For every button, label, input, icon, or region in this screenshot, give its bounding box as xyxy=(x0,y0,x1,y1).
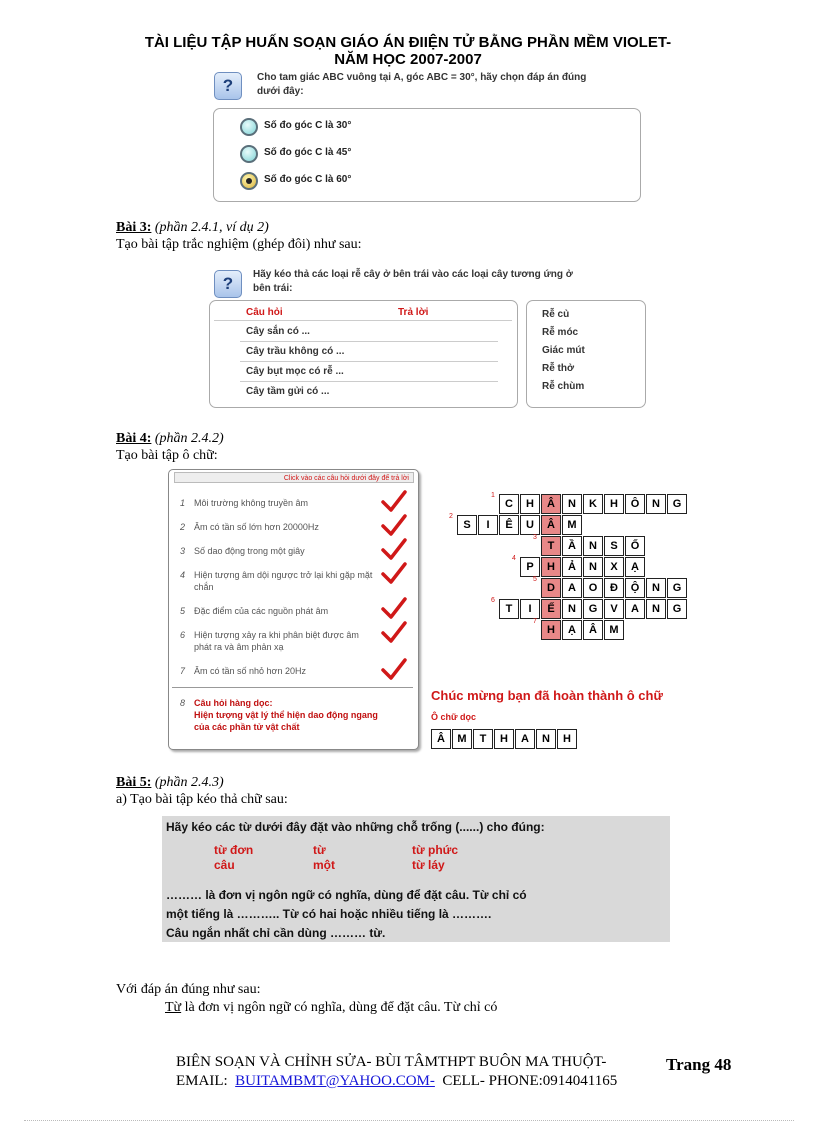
crossword-cell[interactable]: G xyxy=(667,599,687,619)
crossword-cell[interactable]: P xyxy=(520,557,540,577)
crossword-key-cell[interactable]: Â xyxy=(541,515,561,535)
q1-text-line1: Cho tam giác ABC vuông tại A, góc ABC = 30°, hãy chọn đáp án đúng xyxy=(257,72,587,83)
row-number: 2 xyxy=(449,513,453,520)
crossword-cell[interactable]: Đ xyxy=(604,578,624,598)
vertical-word-cell: M xyxy=(452,729,472,749)
bai4-label: Bài 4: xyxy=(116,431,152,446)
match-question-2: Cây trầu không có ... xyxy=(246,346,345,357)
crossword-cell[interactable]: Ầ xyxy=(562,536,582,556)
crossword-key-cell[interactable]: H xyxy=(541,620,561,640)
row-number: 7 xyxy=(533,618,537,625)
vertical-clue-text: Hiện tượng vật lý thể hiện dao động ngang của các phần tử vật chất xyxy=(194,710,378,732)
congrats-message: Chúc mừng bạn đã hoàn thành ô chữ xyxy=(431,688,663,703)
page-bottom-rule xyxy=(24,1120,794,1121)
answer-chip-4[interactable]: Rễ thở xyxy=(542,363,575,374)
page-number: Trang 48 xyxy=(666,1055,732,1074)
radio-option-2[interactable] xyxy=(240,145,258,163)
row-number: 1 xyxy=(491,492,495,499)
crossword-cell[interactable]: O xyxy=(583,578,603,598)
crossword-key-cell[interactable]: Â xyxy=(541,494,561,514)
crossword-cell[interactable]: Ê xyxy=(499,515,519,535)
vertical-word-cell: Â xyxy=(431,729,451,749)
vertical-word-cell: A xyxy=(515,729,535,749)
bai5-sub-a: a) Tạo bài tập kéo thả chữ sau: xyxy=(116,792,288,807)
crossword-cell[interactable]: A xyxy=(625,599,645,619)
crossword-cell[interactable]: N xyxy=(583,557,603,577)
clue-number: 5 xyxy=(180,606,186,616)
crossword-cell[interactable]: S xyxy=(457,515,477,535)
crossword-cell[interactable]: I xyxy=(520,599,540,619)
bai3-heading xyxy=(116,220,269,236)
drag-text-panel xyxy=(162,816,670,942)
bai3-prompt-line1: Hãy kéo thả các loại rễ cây ở bên trái vào các loại cây tương ứng ở xyxy=(253,269,573,280)
question-icon: ? xyxy=(214,270,242,298)
drag-word-5[interactable]: một xyxy=(313,858,335,872)
crossword-cell[interactable]: C xyxy=(499,494,519,514)
clue-item[interactable]: Hiện tượng âm dội ngược trở lại khi gặp mặt chắn xyxy=(194,570,373,592)
answer-chip-5[interactable]: Rễ chùm xyxy=(542,381,585,392)
crossword-key-cell[interactable]: Ế xyxy=(541,599,561,619)
drag-word-1[interactable]: từ đơn xyxy=(214,843,254,857)
checkmark-icon xyxy=(381,658,407,680)
answer-slot-1[interactable] xyxy=(240,341,498,342)
crossword-cell[interactable]: Â xyxy=(583,620,603,640)
checkmark-icon xyxy=(381,621,407,643)
bai3-ref: (phần 2.4.1, ví dụ 2) xyxy=(154,220,269,235)
bai3-label: Bài 3: xyxy=(116,220,152,235)
bai4-ref: (phần 2.4.2) xyxy=(154,431,224,446)
clue-number: 2 xyxy=(180,522,186,532)
clue-number: 1 xyxy=(180,498,186,508)
vertical-word-cell: T xyxy=(473,729,493,749)
clue-number: 6 xyxy=(180,630,186,640)
crossword-cell[interactable]: Ạ xyxy=(625,557,645,577)
page-title: TÀI LIỆU TẬP HUẤN SOẠN GIÁO ÁN ĐIIỆN TỬ BẰNG PHẦN MỀM VIOLET- xyxy=(144,34,672,51)
clue-item[interactable]: Âm có tần số nhỏ hơn 20Hz xyxy=(194,666,306,676)
crossword-cell[interactable]: N xyxy=(646,578,666,598)
checkmark-icon xyxy=(381,490,407,512)
crossword-cell[interactable]: Ộ xyxy=(625,578,645,598)
vertical-word-cell: H xyxy=(494,729,514,749)
match-question-4: Cây tầm gửi có ... xyxy=(246,386,330,397)
school-year: NĂM HỌC 2007-2007 xyxy=(334,51,482,68)
crossword-cell[interactable]: V xyxy=(604,599,624,619)
crossword-cell[interactable]: M xyxy=(562,515,582,535)
checkmark-icon xyxy=(381,562,407,584)
crossword-cell[interactable]: X xyxy=(604,557,624,577)
crossword-cell[interactable]: I xyxy=(478,515,498,535)
option-2-label[interactable]: Số đo góc C là 45° xyxy=(264,147,352,158)
divider xyxy=(172,687,413,688)
drag-word-2[interactable]: từ xyxy=(313,843,326,857)
footer-author: BIÊN SOẠN VÀ CHỈNH SỬA- BÙI TÂMTHPT BUÔN MA THUỘT- xyxy=(176,1054,607,1070)
row-number: 5 xyxy=(533,576,537,583)
crossword-cell[interactable]: U xyxy=(520,515,540,535)
clue-item[interactable]: Đặc điểm của các nguồn phát âm xyxy=(194,606,329,616)
crossword-cell[interactable]: G xyxy=(583,599,603,619)
drag-sentence-3: Câu ngắn nhất chỉ cần dùng ……… từ. xyxy=(166,926,386,940)
bai4-heading xyxy=(116,431,224,447)
option-3-label[interactable]: Số đo góc C là 60° xyxy=(264,174,352,185)
crossword-cell[interactable]: N xyxy=(562,494,582,514)
drag-word-4[interactable]: câu xyxy=(214,858,235,872)
drag-word-3[interactable]: từ phức xyxy=(412,843,459,857)
bai5-heading xyxy=(116,775,224,791)
bai3-prompt-line2: bên trái: xyxy=(253,283,293,294)
drag-sentence-1: ……… là đơn vị ngôn ngữ có nghĩa, dùng để đặt câu. Từ chỉ có xyxy=(166,888,527,902)
crossword-cell[interactable]: T xyxy=(499,599,519,619)
answer-word: Từ xyxy=(165,1000,182,1015)
crossword-cell[interactable]: N xyxy=(583,536,603,556)
crossword-cell[interactable]: Ố xyxy=(625,536,645,556)
crossword-cell[interactable]: N xyxy=(646,494,666,514)
radio-option-3-selected[interactable] xyxy=(240,172,258,190)
answer-rest: là đơn vị ngôn ngữ có nghĩa, dùng để đặt câu. Từ chỉ có xyxy=(181,1000,498,1015)
crossword-cell[interactable]: K xyxy=(583,494,603,514)
footer-contact xyxy=(176,1072,617,1091)
answer-slot-2[interactable] xyxy=(240,361,498,362)
drag-sentence-2: một tiếng là ……….. Từ có hai hoặc nhiều tiếng là ………. xyxy=(166,907,492,921)
answer-slot-3[interactable] xyxy=(240,381,498,382)
clue-item[interactable]: Số dao động trong một giây xyxy=(194,546,305,556)
vertical-clue[interactable] xyxy=(194,697,384,733)
crossword-cell[interactable]: H xyxy=(520,494,540,514)
clue-number: 7 xyxy=(180,666,186,676)
footer-phone: CELL- PHONE:0914041165 xyxy=(442,1073,618,1089)
crossword-cell[interactable]: G xyxy=(667,578,687,598)
option-1-label[interactable]: Số đo góc C là 30° xyxy=(264,120,352,131)
drag-word-6[interactable]: từ láy xyxy=(412,858,445,872)
question-icon: ? xyxy=(214,72,242,100)
clue-panel-header: Click vào các câu hỏi dưới đây để trả lời xyxy=(174,472,414,483)
crossword-cell[interactable]: Ạ xyxy=(562,620,582,640)
vertical-clue-title: Câu hỏi hàng dọc: xyxy=(194,698,273,708)
footer-email-link[interactable]: BUITAMBMT@YAHOO.COM- xyxy=(235,1073,435,1089)
crossword-key-cell[interactable]: H xyxy=(541,557,561,577)
divider xyxy=(214,320,512,321)
vertical-word-label: Ô chữ dọc xyxy=(431,712,477,722)
checkmark-icon xyxy=(381,538,407,560)
crossword-cell[interactable]: G xyxy=(667,494,687,514)
crossword-cell[interactable]: Ả xyxy=(562,557,582,577)
crossword-cell[interactable]: H xyxy=(604,494,624,514)
q1-text-line2: dưới đây: xyxy=(257,86,304,97)
footer-email-label: EMAIL: xyxy=(176,1073,228,1089)
crossword-cell[interactable]: N xyxy=(646,599,666,619)
crossword-key-cell[interactable]: D xyxy=(541,578,561,598)
bai5-label: Bài 5: xyxy=(116,775,152,790)
col-answer-header: Trả lời xyxy=(398,307,429,318)
clue-number: 4 xyxy=(180,570,186,580)
clue-item[interactable]: Hiện tượng xảy ra khi phân biệt được âm phát ra và âm phản xạ xyxy=(194,630,359,652)
checkmark-icon xyxy=(381,514,407,536)
checkmark-icon xyxy=(381,597,407,619)
clue-number: 3 xyxy=(180,546,186,556)
col-question-header: Câu hỏi xyxy=(246,307,283,318)
row-number: 6 xyxy=(491,597,495,604)
row-number: 3 xyxy=(533,534,537,541)
row-number: 4 xyxy=(512,555,516,562)
crossword-cell[interactable]: S xyxy=(604,536,624,556)
match-question-3: Cây bụt mọc có rễ ... xyxy=(246,366,344,377)
answer-chip-1[interactable]: Rễ củ xyxy=(542,309,570,320)
crossword-cell[interactable]: Ô xyxy=(625,494,645,514)
bai4-desc: Tạo bài tập ô chữ: xyxy=(116,448,218,463)
clue-item[interactable]: Âm có tần số lớn hơn 20000Hz xyxy=(194,522,319,532)
radio-option-1[interactable] xyxy=(240,118,258,136)
crossword-key-cell[interactable]: T xyxy=(541,536,561,556)
vertical-clue-number: 8 xyxy=(180,698,186,708)
answer-chip-3[interactable]: Giác mút xyxy=(542,345,585,356)
crossword-cell[interactable]: M xyxy=(604,620,624,640)
crossword-cell[interactable]: N xyxy=(562,599,582,619)
crossword-cell[interactable]: A xyxy=(562,578,582,598)
answer-chip-2[interactable]: Rễ móc xyxy=(542,327,579,338)
answer-intro: Với đáp án đúng như sau: xyxy=(116,982,261,997)
vertical-word-cell: N xyxy=(536,729,556,749)
answer-line xyxy=(165,1000,497,1016)
drag-instruction: Hãy kéo các từ dưới đây đặt vào những chỗ trống (......) cho đúng: xyxy=(166,820,545,834)
bai5-ref: (phần 2.4.3) xyxy=(154,775,224,790)
bai3-desc: Tạo bài tập trắc nghiệm (ghép đôi) như sau: xyxy=(116,237,362,252)
clue-item[interactable]: Môi trường không truyền âm xyxy=(194,498,308,508)
match-question-1: Cây sắn có ... xyxy=(246,326,310,337)
vertical-word-cell: H xyxy=(557,729,577,749)
